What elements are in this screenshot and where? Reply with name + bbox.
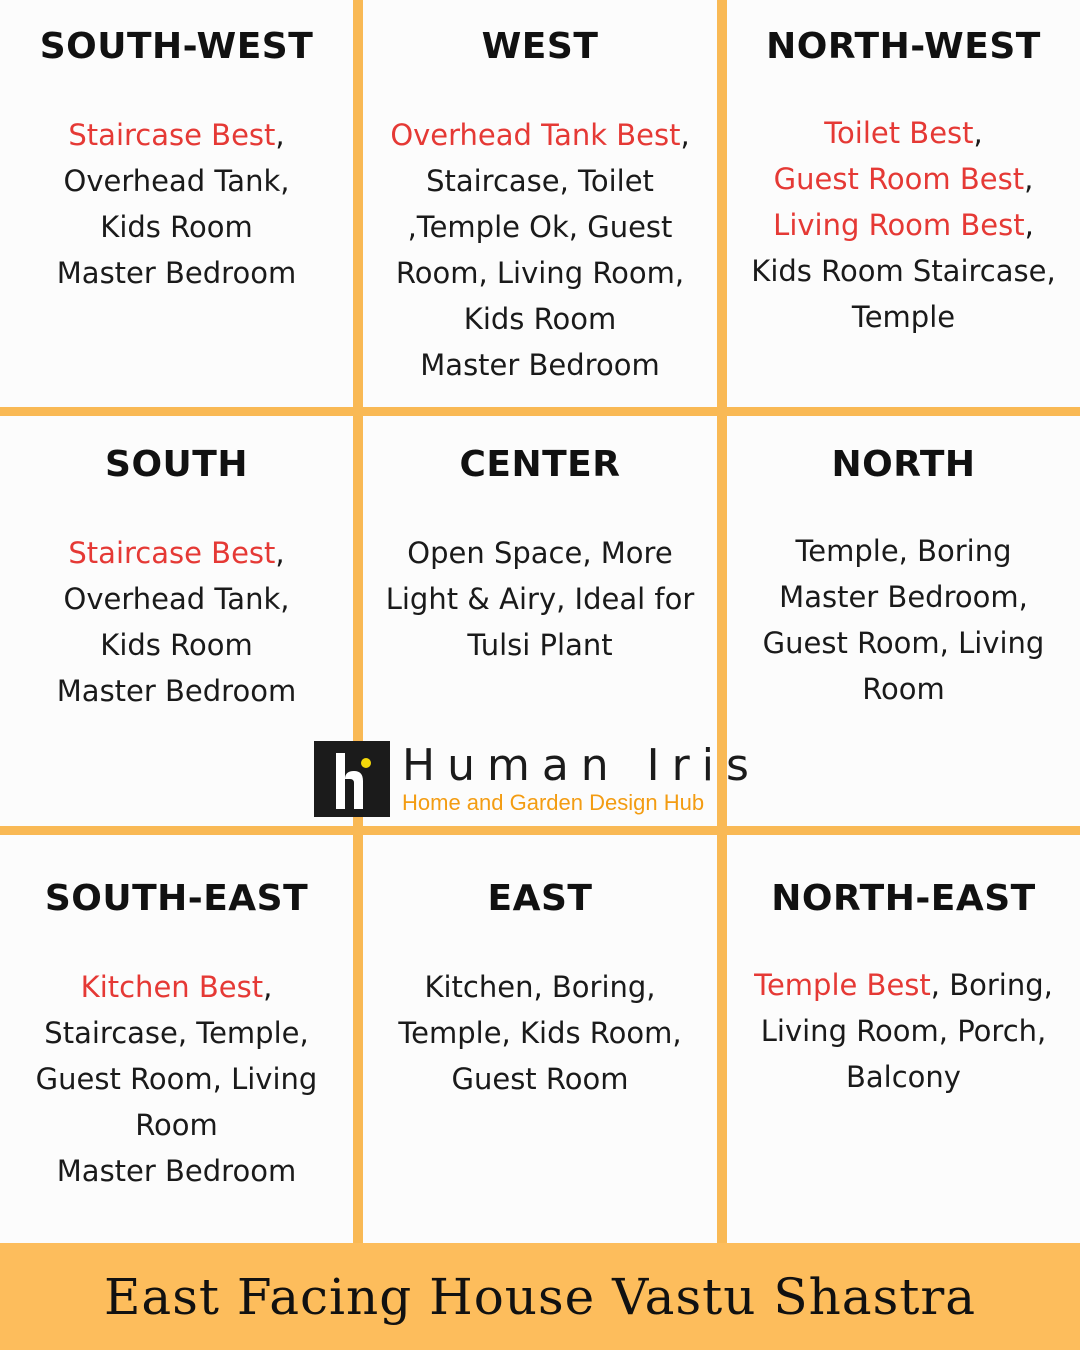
brand-logo — [314, 740, 761, 818]
placement-text: , — [275, 118, 285, 152]
cell-line — [363, 342, 717, 388]
placement-text: Tulsi Plant — [467, 628, 613, 662]
placement-text: Room — [862, 672, 945, 706]
placement-text: Overhead Tank, — [63, 582, 290, 616]
cell-line — [363, 250, 717, 296]
cell-line — [727, 202, 1080, 248]
placement-text: Temple, Boring — [795, 534, 1012, 568]
brand-tagline: Home and Garden Design Hub — [402, 790, 705, 815]
cell-north-west — [727, 25, 1080, 340]
cell-line — [0, 1056, 353, 1102]
placement-text: Temple, Kids Room, — [398, 1016, 682, 1050]
cell-line — [727, 110, 1080, 156]
cell-line — [363, 158, 717, 204]
cell-line — [0, 1010, 353, 1056]
cell-south-west — [0, 25, 353, 296]
placement-text: Overhead Tank, — [63, 164, 290, 198]
placement-text: Master Bedroom — [420, 348, 660, 382]
cell-line — [727, 248, 1080, 294]
cell-line — [363, 296, 717, 342]
cell-line — [0, 250, 353, 296]
cell-line — [0, 1102, 353, 1148]
logo-mark-icon — [314, 741, 390, 817]
best-placement-text: Toilet Best — [824, 116, 974, 150]
cell-heading: CENTER — [459, 444, 621, 485]
cell-west — [363, 25, 717, 388]
cell-line — [0, 158, 353, 204]
grid-divider-top — [0, 407, 1080, 416]
cell-line — [727, 1008, 1080, 1054]
cell-line — [727, 666, 1080, 712]
placement-text: Guest Room, Living — [762, 626, 1045, 660]
cell-line — [727, 962, 1080, 1008]
cell-east — [363, 877, 717, 1102]
placement-text: Master Bedroom — [56, 256, 297, 290]
best-placement-text: Temple Best — [754, 968, 931, 1002]
placement-text: Master Bedroom, — [779, 580, 1028, 614]
cell-line — [727, 156, 1080, 202]
placement-text: Staircase, Toilet — [426, 164, 654, 198]
cell-body — [727, 962, 1080, 1100]
footer-banner — [0, 1243, 1080, 1350]
cell-north — [727, 443, 1080, 712]
cell-heading: SOUTH-WEST — [39, 26, 314, 67]
placement-text: , — [1024, 162, 1034, 196]
cell-line — [363, 576, 717, 622]
cell-heading: EAST — [487, 878, 593, 919]
placement-text: , — [275, 536, 285, 570]
placement-text: Staircase, Temple, — [44, 1016, 309, 1050]
page-title: East Facing House Vastu Shastra — [103, 1267, 977, 1326]
cell-heading: NORTH-WEST — [766, 26, 1041, 67]
cell-line — [727, 620, 1080, 666]
placement-text: , — [680, 118, 690, 152]
placement-text: Master Bedroom — [56, 1154, 297, 1188]
placement-text: Kitchen, Boring, — [424, 970, 656, 1004]
cell-heading: WEST — [481, 26, 599, 67]
placement-text: Room, Living Room, — [395, 256, 685, 290]
placement-text: Master Bedroom — [56, 674, 297, 708]
cell-heading: NORTH-EAST — [771, 878, 1036, 919]
cell-body — [363, 530, 717, 668]
cell-line — [0, 530, 353, 576]
cell-line — [0, 964, 353, 1010]
placement-text: Guest Room — [451, 1062, 629, 1096]
cell-line — [363, 964, 717, 1010]
placement-text: Open Space, More — [407, 536, 673, 570]
cell-line — [363, 204, 717, 250]
cell-body — [0, 112, 353, 296]
cell-line — [0, 622, 353, 668]
best-placement-text: Staircase Best — [68, 536, 276, 570]
cell-body — [0, 530, 353, 714]
best-placement-text: Kitchen Best — [80, 970, 264, 1004]
cell-body — [727, 110, 1080, 340]
cell-body — [363, 964, 717, 1102]
placement-text: Guest Room, Living — [35, 1062, 318, 1096]
grid-divider-right — [717, 0, 727, 1243]
best-placement-text: Living Room Best — [773, 208, 1025, 242]
cell-body — [0, 964, 353, 1194]
placement-text: Kids Room — [463, 302, 617, 336]
cell-line — [0, 112, 353, 158]
placement-text: Balcony — [846, 1060, 961, 1094]
cell-line — [727, 1054, 1080, 1100]
cell-line — [0, 668, 353, 714]
cell-line — [363, 1056, 717, 1102]
cell-line — [363, 530, 717, 576]
cell-heading: SOUTH-EAST — [44, 878, 309, 919]
cell-line — [0, 1148, 353, 1194]
placement-text: Kids Room — [100, 628, 253, 662]
best-placement-text: Guest Room Best — [773, 162, 1025, 196]
placement-text: ,Temple Ok, Guest — [407, 210, 673, 244]
placement-text: Light & Airy, Ideal for — [385, 582, 695, 616]
best-placement-text: Overhead Tank Best — [390, 118, 681, 152]
cell-center — [363, 443, 717, 668]
cell-line — [0, 204, 353, 250]
placement-text: Kids Room Staircase, — [751, 254, 1056, 288]
cell-line — [727, 574, 1080, 620]
placement-text: Temple — [851, 300, 956, 334]
brand-name: Human Iris — [402, 740, 761, 791]
placement-text: Kids Room — [100, 210, 253, 244]
cell-line — [0, 576, 353, 622]
placement-text: , — [973, 116, 983, 150]
placement-text: , Boring, — [930, 968, 1053, 1002]
logo-text — [402, 742, 761, 816]
cell-south-east — [0, 877, 353, 1194]
cell-line — [727, 294, 1080, 340]
placement-text: , — [1024, 208, 1034, 242]
cell-line — [363, 622, 717, 668]
cell-heading: SOUTH — [105, 444, 248, 485]
grid-divider-bottom — [0, 826, 1080, 835]
grid-divider-left — [353, 0, 363, 1243]
cell-line — [727, 528, 1080, 574]
cell-heading: NORTH — [831, 444, 976, 485]
best-placement-text: Staircase Best — [68, 118, 276, 152]
placement-text: Room — [135, 1108, 218, 1142]
cell-body — [727, 528, 1080, 712]
placement-text: Living Room, Porch, — [760, 1014, 1047, 1048]
cell-body — [363, 112, 717, 388]
cell-line — [363, 112, 717, 158]
cell-line — [363, 1010, 717, 1056]
cell-south — [0, 443, 353, 714]
placement-text: , — [263, 970, 273, 1004]
cell-north-east — [727, 877, 1080, 1100]
